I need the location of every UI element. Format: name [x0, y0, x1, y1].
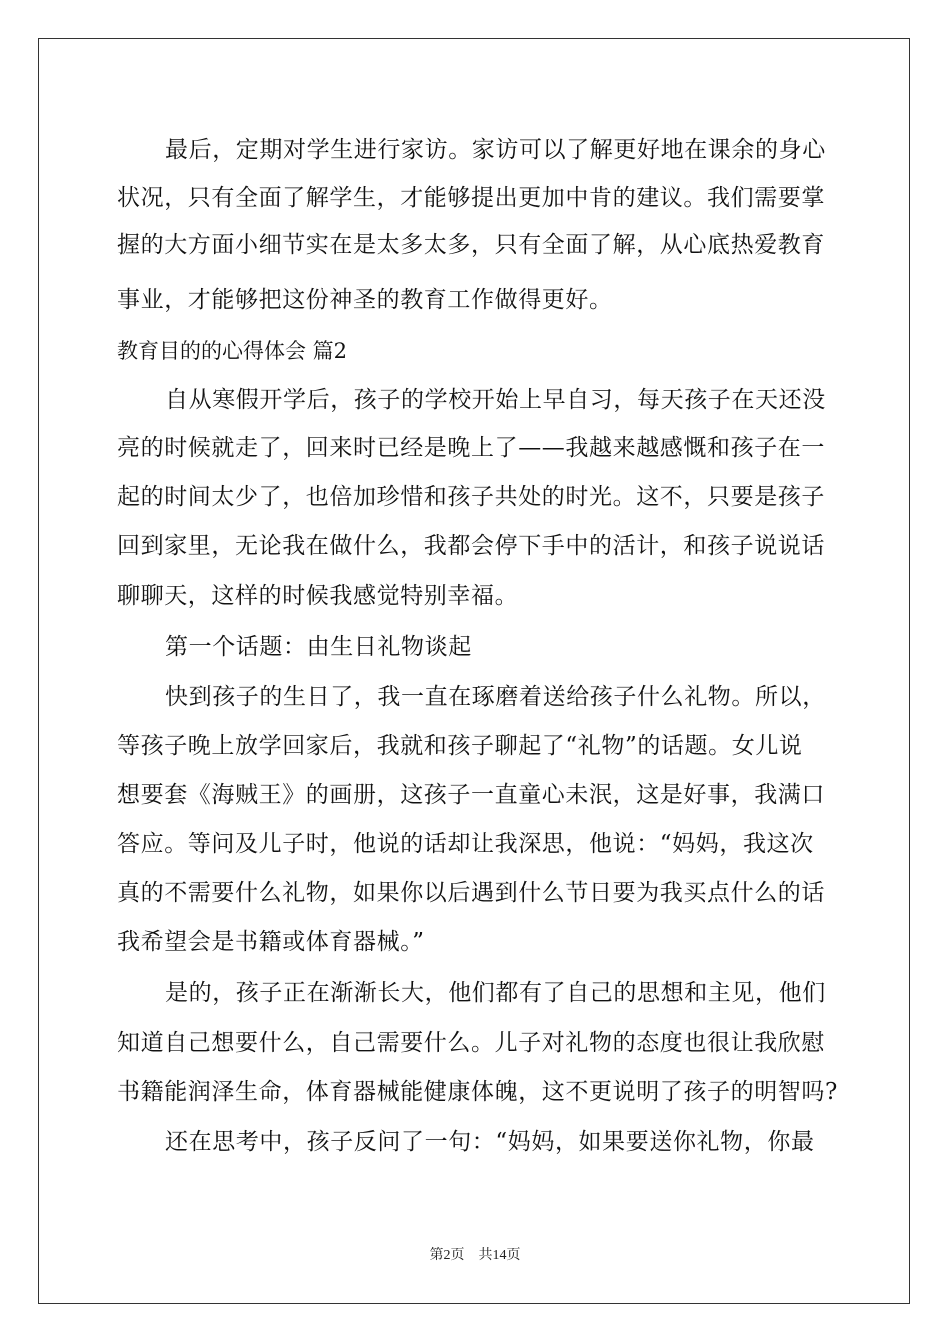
paragraph-line: 快到孩子的生日了，我一直在琢磨着送给孩子什么礼物。所以，: [165, 684, 826, 710]
paragraph-line: 书籍能润泽生命，体育器械能健康体魄，这不更说明了孩子的明智吗?: [117, 1079, 838, 1105]
paragraph-line: 知道自己想要什么，自己需要什么。儿子对礼物的态度也很让我欣慰: [117, 1030, 825, 1056]
paragraph-line: 状况，只有全面了解学生，才能够提出更加中肯的建议。我们需要掌: [117, 185, 825, 211]
page-border: [38, 38, 910, 1304]
paragraph-line: 亮的时候就走了，回来时已经是晚上了——我越来越感慨和孩子在一: [117, 435, 825, 461]
paragraph-line: 是的，孩子正在渐渐长大，他们都有了自己的思想和主见，他们: [165, 980, 826, 1006]
paragraph-line: 回到家里，无论我在做什么，我都会停下手中的活计，和孩子说说话: [117, 533, 825, 559]
page-number-footer: 第2页 共14页: [429, 1248, 521, 1263]
section-heading: 教育目的的心得体会 篇2: [117, 339, 348, 363]
paragraph-line: 握的大方面小细节实在是太多太多，只有全面了解，从心底热爱教育: [117, 232, 825, 258]
paragraph-line: 真的不需要什么礼物，如果你以后遇到什么节日要为我买点什么的话: [117, 880, 825, 906]
paragraph-line: 等孩子晚上放学回家后，我就和孩子聊起了“礼物”的话题。女儿说: [117, 733, 803, 759]
paragraph-line: 想要套《海贼王》的画册，这孩子一直童心未泯，这是好事，我满口: [117, 782, 825, 808]
paragraph-line: 自从寒假开学后，孩子的学校开始上早自习，每天孩子在天还没: [165, 387, 826, 413]
paragraph-line: 答应。等问及儿子时，他说的话却让我深思，他说：“妈妈，我这次: [117, 831, 814, 857]
paragraph-line: 我希望会是书籍或体育器械。”: [117, 929, 425, 955]
paragraph-line: 聊聊天，这样的时候我感觉特别幸福。: [117, 583, 519, 609]
paragraph-line: 事业，才能够把这份神圣的教育工作做得更好。: [117, 287, 613, 313]
paragraph-line: 最后，定期对学生进行家访。家访可以了解更好地在课余的身心: [165, 137, 826, 163]
paragraph-line: 还在思考中，孩子反问了一句：“妈妈，如果要送你礼物，你最: [165, 1129, 815, 1155]
subheading-line: 第一个话题：由生日礼物谈起: [165, 634, 472, 660]
paragraph-line: 起的时间太少了，也倍加珍惜和孩子共处的时光。这不，只要是孩子: [117, 484, 825, 510]
